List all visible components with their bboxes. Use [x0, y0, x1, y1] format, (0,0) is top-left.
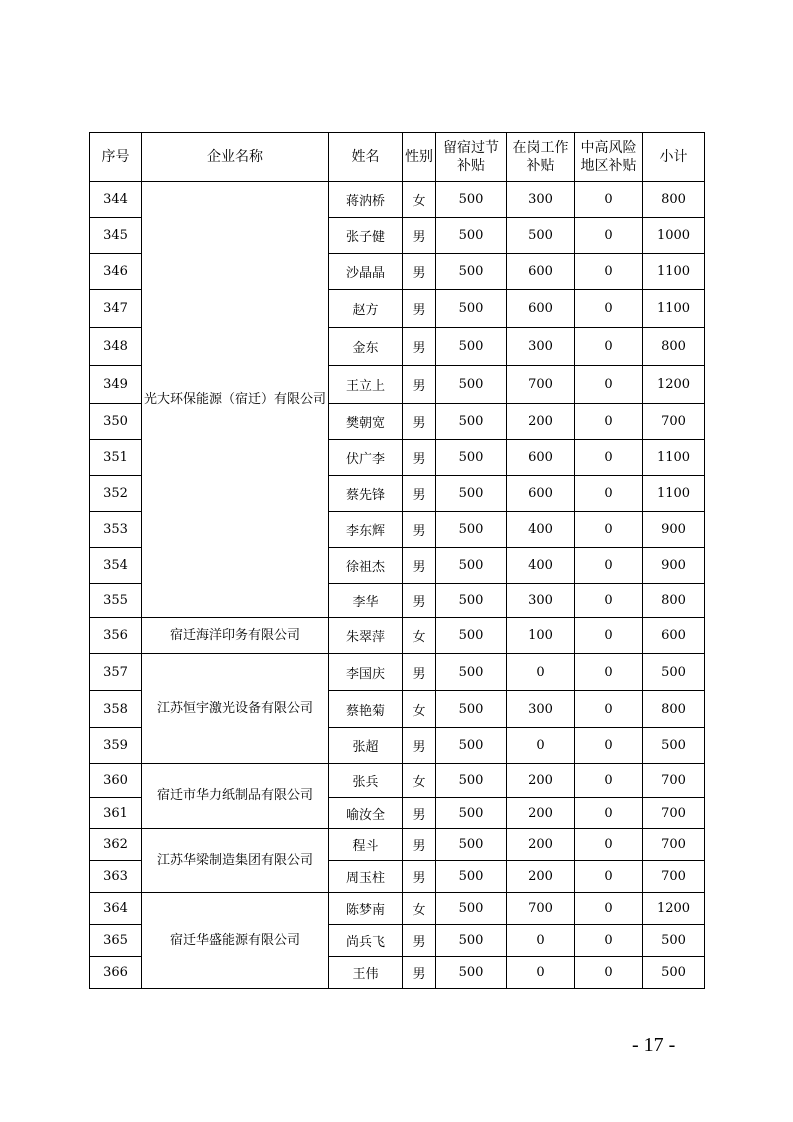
- cell-seq: 352: [90, 476, 142, 512]
- cell-risk: 0: [575, 798, 643, 829]
- cell-work: 600: [507, 290, 575, 328]
- cell-risk: 0: [575, 893, 643, 925]
- cell-name: 沙晶晶: [329, 254, 403, 290]
- header-total: 小计: [643, 133, 705, 182]
- cell-work: 300: [507, 182, 575, 218]
- cell-work: 0: [507, 925, 575, 957]
- cell-stay: 500: [436, 290, 507, 328]
- cell-stay: 500: [436, 691, 507, 728]
- cell-risk: 0: [575, 618, 643, 654]
- cell-stay: 500: [436, 728, 507, 764]
- cell-total: 1100: [643, 440, 705, 476]
- cell-work: 0: [507, 728, 575, 764]
- cell-name: 樊朝宽: [329, 404, 403, 440]
- cell-work: 200: [507, 798, 575, 829]
- cell-seq: 363: [90, 861, 142, 893]
- cell-name: 喻汝全: [329, 798, 403, 829]
- cell-name: 程斗: [329, 829, 403, 861]
- cell-total: 700: [643, 798, 705, 829]
- table-row: [90, 893, 705, 925]
- cell-stay: 500: [436, 182, 507, 218]
- cell-name: 张超: [329, 728, 403, 764]
- cell-seq: 365: [90, 925, 142, 957]
- cell-gender: 女: [403, 618, 436, 654]
- cell-risk: 0: [575, 328, 643, 366]
- cell-risk: 0: [575, 366, 643, 404]
- cell-seq: 353: [90, 512, 142, 548]
- cell-total: 800: [643, 328, 705, 366]
- cell-name: 周玉柱: [329, 861, 403, 893]
- cell-risk: 0: [575, 254, 643, 290]
- cell-total: 1100: [643, 290, 705, 328]
- cell-stay: 500: [436, 798, 507, 829]
- cell-work: 600: [507, 440, 575, 476]
- cell-gender: 男: [403, 798, 436, 829]
- cell-stay: 500: [436, 829, 507, 861]
- cell-company: 江苏恒宇激光设备有限公司: [142, 654, 329, 764]
- cell-gender: 男: [403, 861, 436, 893]
- cell-name: 伏广李: [329, 440, 403, 476]
- cell-stay: 500: [436, 584, 507, 618]
- cell-stay: 500: [436, 654, 507, 691]
- cell-gender: 男: [403, 728, 436, 764]
- cell-company: 宿迁海洋印务有限公司: [142, 618, 329, 654]
- cell-gender: 男: [403, 512, 436, 548]
- cell-seq: 344: [90, 182, 142, 218]
- cell-stay: 500: [436, 366, 507, 404]
- cell-seq: 364: [90, 893, 142, 925]
- cell-name: 朱翠萍: [329, 618, 403, 654]
- cell-total: 1000: [643, 218, 705, 254]
- cell-name: 张兵: [329, 764, 403, 798]
- cell-stay: 500: [436, 404, 507, 440]
- cell-name: 徐祖杰: [329, 548, 403, 584]
- cell-stay: 500: [436, 764, 507, 798]
- cell-company: 宿迁华盛能源有限公司: [142, 893, 329, 989]
- cell-name: 蔡艳菊: [329, 691, 403, 728]
- cell-gender: 女: [403, 182, 436, 218]
- cell-gender: 男: [403, 290, 436, 328]
- cell-name: 蒋汭桥: [329, 182, 403, 218]
- cell-gender: 女: [403, 764, 436, 798]
- cell-company: 江苏华梁制造集团有限公司: [142, 829, 329, 893]
- cell-work: 200: [507, 764, 575, 798]
- cell-risk: 0: [575, 925, 643, 957]
- cell-name: 张子健: [329, 218, 403, 254]
- cell-total: 800: [643, 691, 705, 728]
- cell-total: 500: [643, 728, 705, 764]
- cell-name: 李国庆: [329, 654, 403, 691]
- cell-risk: 0: [575, 404, 643, 440]
- cell-total: 800: [643, 584, 705, 618]
- table-row: [90, 764, 705, 798]
- cell-stay: 500: [436, 548, 507, 584]
- cell-company: 宿迁市华力纸制品有限公司: [142, 764, 329, 829]
- cell-seq: 366: [90, 957, 142, 989]
- cell-gender: 男: [403, 829, 436, 861]
- cell-gender: 男: [403, 584, 436, 618]
- table-row: [90, 654, 705, 691]
- cell-gender: 男: [403, 548, 436, 584]
- cell-gender: 男: [403, 366, 436, 404]
- cell-name: 尚兵飞: [329, 925, 403, 957]
- cell-risk: 0: [575, 290, 643, 328]
- cell-total: 600: [643, 618, 705, 654]
- header-gender: 性别: [403, 133, 436, 182]
- cell-stay: 500: [436, 476, 507, 512]
- cell-total: 500: [643, 654, 705, 691]
- cell-seq: 349: [90, 366, 142, 404]
- cell-seq: 357: [90, 654, 142, 691]
- cell-name: 赵方: [329, 290, 403, 328]
- cell-seq: 359: [90, 728, 142, 764]
- cell-total: 900: [643, 512, 705, 548]
- cell-gender: 男: [403, 925, 436, 957]
- cell-stay: 500: [436, 254, 507, 290]
- cell-risk: 0: [575, 654, 643, 691]
- cell-gender: 女: [403, 691, 436, 728]
- cell-work: 300: [507, 691, 575, 728]
- cell-total: 700: [643, 861, 705, 893]
- cell-gender: 男: [403, 328, 436, 366]
- cell-risk: 0: [575, 512, 643, 548]
- cell-risk: 0: [575, 476, 643, 512]
- cell-work: 500: [507, 218, 575, 254]
- cell-gender: 男: [403, 254, 436, 290]
- cell-work: 200: [507, 829, 575, 861]
- subsidy-table: [89, 132, 705, 989]
- cell-stay: 500: [436, 893, 507, 925]
- cell-work: 0: [507, 654, 575, 691]
- cell-total: 800: [643, 182, 705, 218]
- cell-work: 400: [507, 548, 575, 584]
- cell-stay: 500: [436, 218, 507, 254]
- cell-seq: 345: [90, 218, 142, 254]
- cell-company: 光大环保能源（宿迁）有限公司: [142, 182, 329, 618]
- cell-gender: 男: [403, 218, 436, 254]
- cell-stay: 500: [436, 861, 507, 893]
- cell-total: 900: [643, 548, 705, 584]
- header-risk-subsidy: 中高风险 地区补贴: [575, 133, 643, 182]
- cell-name: 李华: [329, 584, 403, 618]
- cell-name: 陈梦南: [329, 893, 403, 925]
- header-name: 姓名: [329, 133, 403, 182]
- cell-stay: 500: [436, 440, 507, 476]
- cell-risk: 0: [575, 440, 643, 476]
- cell-work: 700: [507, 893, 575, 925]
- cell-work: 400: [507, 512, 575, 548]
- cell-risk: 0: [575, 861, 643, 893]
- cell-name: 李东辉: [329, 512, 403, 548]
- cell-total: 700: [643, 764, 705, 798]
- cell-seq: 354: [90, 548, 142, 584]
- cell-seq: 358: [90, 691, 142, 728]
- cell-gender: 男: [403, 957, 436, 989]
- cell-gender: 男: [403, 476, 436, 512]
- cell-risk: 0: [575, 957, 643, 989]
- header-stay-subsidy: 留宿过节 补贴: [436, 133, 507, 182]
- table-row: [90, 829, 705, 861]
- header-company: 企业名称: [142, 133, 329, 182]
- cell-work: 300: [507, 328, 575, 366]
- cell-work: 300: [507, 584, 575, 618]
- table-row: [90, 182, 705, 218]
- cell-seq: 356: [90, 618, 142, 654]
- cell-total: 500: [643, 925, 705, 957]
- page-number: - 17 -: [632, 1034, 676, 1056]
- cell-seq: 362: [90, 829, 142, 861]
- cell-gender: 女: [403, 893, 436, 925]
- cell-gender: 男: [403, 440, 436, 476]
- cell-stay: 500: [436, 957, 507, 989]
- table-header-row: [90, 133, 705, 182]
- cell-name: 王立上: [329, 366, 403, 404]
- cell-seq: 347: [90, 290, 142, 328]
- cell-stay: 500: [436, 328, 507, 366]
- cell-risk: 0: [575, 548, 643, 584]
- cell-work: 600: [507, 254, 575, 290]
- cell-total: 500: [643, 957, 705, 989]
- cell-risk: 0: [575, 764, 643, 798]
- cell-total: 700: [643, 829, 705, 861]
- cell-name: 金东: [329, 328, 403, 366]
- cell-name: 王伟: [329, 957, 403, 989]
- cell-stay: 500: [436, 925, 507, 957]
- cell-seq: 346: [90, 254, 142, 290]
- cell-gender: 男: [403, 654, 436, 691]
- cell-work: 700: [507, 366, 575, 404]
- cell-total: 700: [643, 404, 705, 440]
- cell-work: 100: [507, 618, 575, 654]
- cell-seq: 355: [90, 584, 142, 618]
- cell-name: 蔡先锋: [329, 476, 403, 512]
- cell-risk: 0: [575, 584, 643, 618]
- cell-total: 1100: [643, 476, 705, 512]
- cell-seq: 348: [90, 328, 142, 366]
- table-row: [90, 618, 705, 654]
- cell-risk: 0: [575, 691, 643, 728]
- cell-risk: 0: [575, 829, 643, 861]
- header-work-subsidy: 在岗工作 补贴: [507, 133, 575, 182]
- cell-seq: 351: [90, 440, 142, 476]
- cell-stay: 500: [436, 512, 507, 548]
- cell-work: 0: [507, 957, 575, 989]
- cell-seq: 361: [90, 798, 142, 829]
- cell-risk: 0: [575, 728, 643, 764]
- cell-stay: 500: [436, 618, 507, 654]
- cell-gender: 男: [403, 404, 436, 440]
- header-seq: 序号: [90, 133, 142, 182]
- cell-risk: 0: [575, 182, 643, 218]
- cell-total: 1200: [643, 366, 705, 404]
- cell-total: 1200: [643, 893, 705, 925]
- cell-work: 200: [507, 404, 575, 440]
- cell-work: 600: [507, 476, 575, 512]
- cell-work: 200: [507, 861, 575, 893]
- cell-seq: 360: [90, 764, 142, 798]
- cell-total: 1100: [643, 254, 705, 290]
- cell-seq: 350: [90, 404, 142, 440]
- cell-risk: 0: [575, 218, 643, 254]
